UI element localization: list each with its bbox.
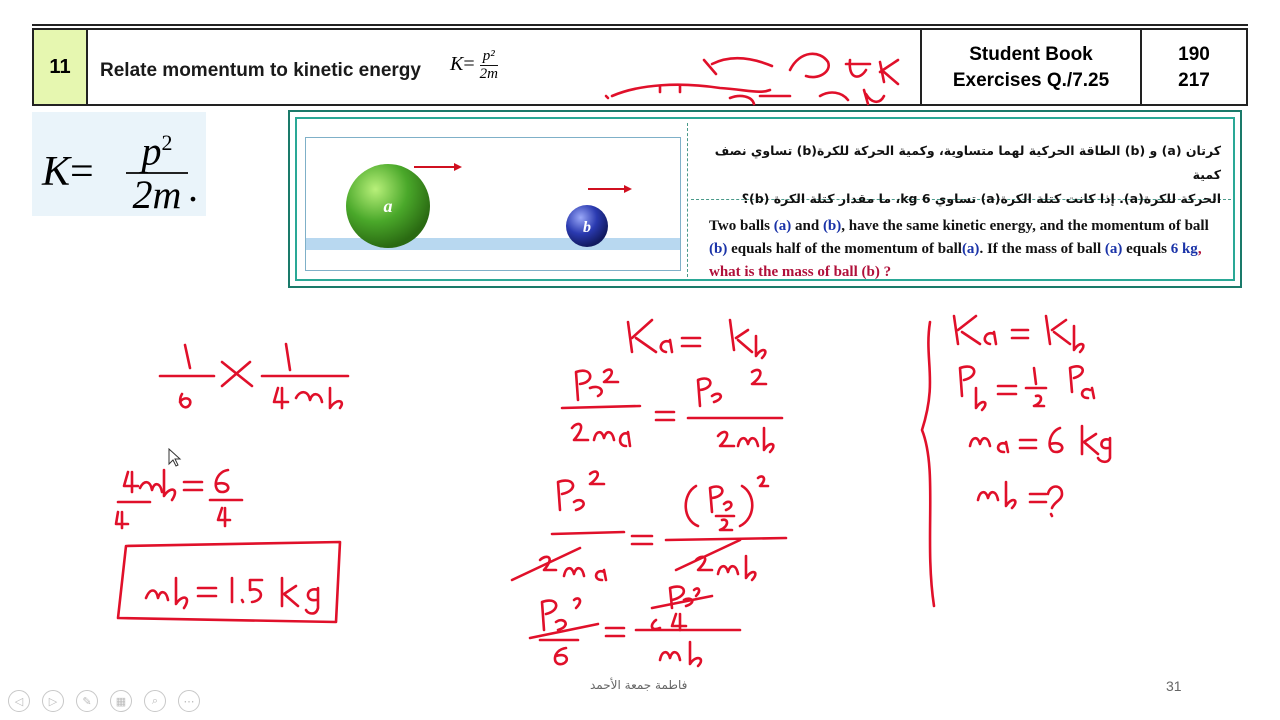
arabic-line-2: الحركة للكرة(a). إذا كانت كتلة الكرة(a) تساوي 6 kg، ما مقدار كتلة الكرة (b)؟ [741,191,1221,206]
ink-givens [922,316,1110,606]
slide-number: 31 [1166,678,1182,694]
en-ball-b: (b) [709,241,728,257]
en-ball-a: (a) [1104,241,1123,257]
ink-final-step [530,587,740,666]
ball-b-label: b [583,219,591,236]
ink-solve-step [116,470,242,528]
arabic-line-1: كرتان (a) و (b) الطاقة الحركية لهما متساوية، وكمية الحركة للكرة(b) تساوي نصف كمية [714,143,1221,182]
slides-icon: ▦ [115,695,127,708]
next-icon: ▷ [48,695,58,708]
prev-icon: ◁ [14,695,24,708]
slide-author: فاطمة جمعة الأحمد [590,678,688,692]
en-ball-a: (a) [773,218,792,234]
more-options-button[interactable] [178,690,200,712]
ink-pa2-over-2ma [562,370,782,452]
formula-numerator: p² [480,48,498,66]
balls-illustration [305,137,681,271]
en-part: . If the mass of ball [979,241,1105,257]
problem-arabic-text [701,139,1221,211]
velocity-arrow-a [414,163,462,171]
next-slide-button[interactable] [42,690,64,712]
velocity-arrow-b [588,185,632,193]
pages-cell [1142,30,1246,104]
page-ref-1: 190 [1178,44,1210,65]
zoom-icon: ⌕ [151,694,159,707]
formula-box-equals: = [70,149,94,195]
ink-answer-box [118,542,340,622]
en-part: equals [1122,241,1171,257]
balls-svg [306,138,680,270]
formula-equals: = [463,53,475,76]
reference-book: Student Book [969,44,1093,65]
pen-icon: ✎ [82,695,92,708]
ink-substitution [512,472,786,580]
formula-box-exponent: 2 [161,130,173,155]
kinetic-energy-formula-box [32,112,206,216]
previous-row-edge [32,18,1248,26]
more-icon: ⋯ [183,695,195,708]
formula-k: K [450,53,464,76]
en-question: , what is the mass of ball (b) ? [709,241,1202,280]
ink-cross-multiply [160,344,348,408]
row-number: 11 [34,30,88,104]
formula-box-p: p [141,128,162,174]
problem-panel [288,110,1242,288]
header-formula [450,48,498,83]
problem-english-text [709,215,1229,284]
reference-exercise: Exercises Q./7.25 [952,70,1110,91]
ground-surface [306,238,680,250]
pen-tool-button[interactable] [76,690,98,712]
en-part: and [791,218,823,234]
en-ball-b: (b) [822,218,842,234]
en-part: equals half of the momentum of ball [727,241,962,257]
formula-box-2m: 2m [132,172,182,218]
row-title: Relate momentum to kinetic energy [100,60,421,81]
prev-slide-button[interactable] [8,690,30,712]
ball-a-label: a [383,196,393,216]
mouse-cursor-icon [168,448,182,468]
lesson-header-row [32,28,1248,106]
formula-box-period: . [188,165,198,210]
see-all-slides-button[interactable] [110,690,132,712]
en-part: , have the same kinetic energy, and the momentum of ball [841,218,1209,234]
en-mass: 6 kg [1170,241,1198,257]
formula-box-k: K [42,149,71,195]
en-part: Two balls [709,218,774,234]
reference-cell [920,30,1142,104]
formula-denominator: 2m [479,66,498,82]
panel-divider [687,123,688,277]
page-ref-2: 217 [1178,70,1210,91]
zoom-button[interactable] [144,690,166,712]
ink-ka-equals-kb [628,320,765,358]
problem-panel-inner [295,117,1235,281]
en-ball-a: (a) [961,241,980,257]
